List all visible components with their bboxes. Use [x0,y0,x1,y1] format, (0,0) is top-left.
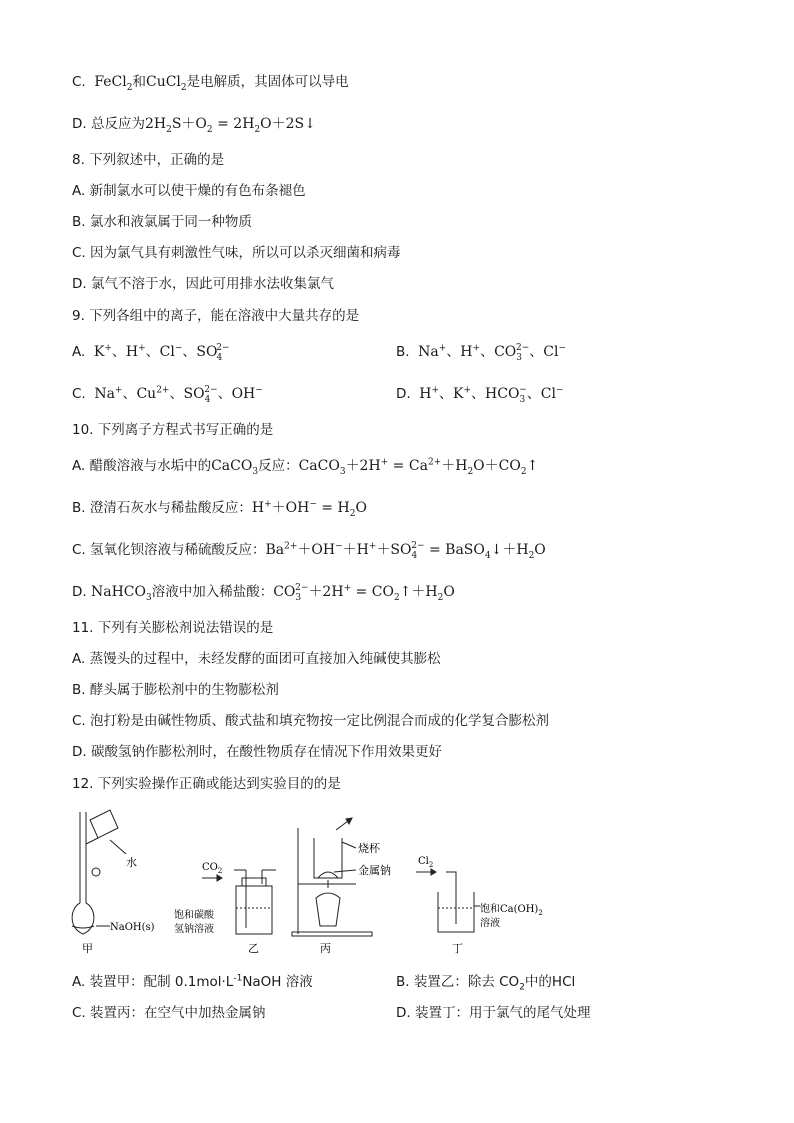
jia-naoh-label: NaOH(s) [110,922,155,933]
q10-option-c: C. 氢氧化钡溶液与稀硫酸反应：$Ba^{2+}+OH^-+H^++SO_4^{2-}$ = $BaSO_4↓+H_2O$ [72,541,546,561]
q8-option-c: C. 因为氯气具有刺激性气味，所以可以杀灭细菌和病毒 [72,245,401,261]
q12-stem: 12. 下列实验操作正确或能达到实验目的的是 [72,776,341,792]
q8-stem: 8. 下列叙述中，正确的是 [72,152,225,168]
q12-option-a: A. 装置甲：配制 $0.1mol\cdot L^{-1}NaOH$ 溶液 [72,973,313,990]
q11-stem: 11. 下列有关膨松剂说法错误的是 [72,620,274,636]
ding-sol2-label: 溶液 [480,918,500,929]
q11-option-a: A. 蒸馒头的过程中，未经发酵的面团可直接加入纯碱使其膨松 [72,651,441,667]
q9-option-d: D. H+、K+、$HCO_3^-$、Cl− [396,385,564,405]
ding-gas-label: $Cl_2$ [418,856,434,869]
jia-water-label: 水 [126,856,137,869]
apparatus-bing [292,818,372,936]
yi-name: 乙 [248,942,259,955]
apparatus-jia [72,810,126,934]
q7-option-d: D. 总反应为$2H_2S+O_2$ = $2H_2O+2S↓$ [72,116,316,135]
q10-option-b: B. 澄清石灰水与稀盐酸反应：$H^++OH^- = H_2O$ [72,499,367,519]
q8-option-d: D. 氯气不溶于水，因此可用排水法收集氯气 [72,276,334,292]
ding-sol1-label: 饱和$Ca(OH)_2$ [480,904,543,917]
q10-stem: 10. 下列离子方程式书写正确的是 [72,422,274,438]
apparatus-ding [416,869,480,932]
bing-na-label: 金属钠 [358,864,391,877]
q11-option-c: C. 泡打粉是由碱性物质、酸式盐和填充物按一定比例混合而成的化学复合膨松剂 [72,713,550,729]
q12-option-c: C. 装置丙：在空气中加热金属钠 [72,1005,266,1021]
q8-option-a: A. 新制氯水可以使干燥的有色布条褪色 [72,183,306,199]
bing-name: 丙 [320,942,331,955]
q9-option-b: B. Na+、H+、$CO_3^{2-}$、Cl− [396,343,567,363]
q9-stem: 9. 下列各组中的离子，能在溶液中大量共存的是 [72,308,360,324]
yi-sol2-label: 氢钠溶液 [174,924,214,935]
q9-option-c: C. Na+、$Cu^{2+}$、$SO_4^{2-}$、OH− [72,385,263,405]
q11-option-d: D. 碳酸氢钠作膨松剂时，在酸性物质存在情况下作用效果更好 [72,744,442,760]
apparatus-figure [66,808,566,958]
yi-sol1-label: 饱和碳酸 [174,910,214,921]
q10-option-d: D. NaHCO$_3$溶液中加入稀盐酸：$CO_3^{2-}+2H^+$ = $CO_2↑+H_2O$ [72,583,455,603]
q12-option-d: D. 装置丁：用于氯气的尾气处理 [396,1005,591,1021]
q12-option-b: B. 装置乙：除去 $CO_2$中的HCl [396,974,576,993]
jia-name: 甲 [82,942,93,955]
bing-beaker-label: 烧杯 [358,842,380,855]
q7-option-c: C. FeCl$_2$和CuCl$_2$是电解质，其固体可以导电 [72,74,349,93]
q9-option-a: A. K+、H+、Cl−、$SO_4^{2-}$ [72,343,230,363]
q11-option-b: B. 酵头属于膨松剂中的生物膨松剂 [72,682,279,698]
q8-option-b: B. 氯水和液氯属于同一种物质 [72,214,252,230]
ding-name: 丁 [452,942,463,955]
yi-gas-label: $CO_2$ [202,862,223,875]
q10-option-a: A. 醋酸溶液与水垢中的CaCO$_3$反应：CaCO$_3$＋2H+ = $Ca^{2+}+H_2O+CO_2↑$ [72,457,539,477]
